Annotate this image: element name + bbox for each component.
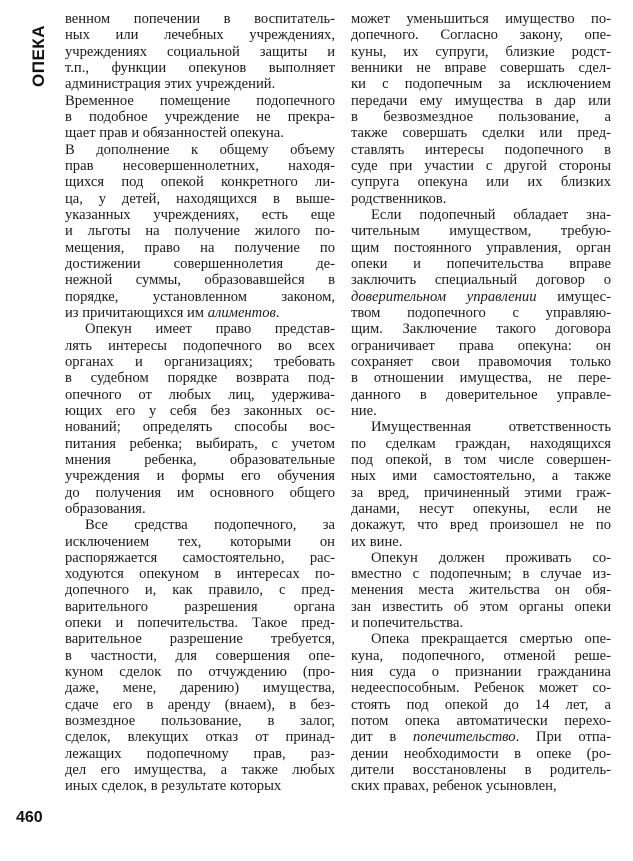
text-line: достижении совершеннолетия де- bbox=[65, 255, 335, 272]
text-line: куном сделок по отчуждению (про- bbox=[65, 664, 335, 681]
text-line: Временное помещение подопечного bbox=[65, 92, 335, 109]
text-line: родственников. bbox=[351, 190, 447, 207]
text-line: сделок, влекущих отказ от принад- bbox=[65, 729, 335, 746]
text-line: до получения им основного общего bbox=[65, 484, 335, 501]
text-line: заключить специальный договор о bbox=[351, 272, 611, 289]
text-line: возмездное пользование, в залог, bbox=[65, 713, 335, 730]
text-line: в безвозмездное пользование, а bbox=[351, 108, 611, 125]
paragraph bbox=[351, 419, 611, 550]
text-line: их вине. bbox=[351, 533, 403, 550]
text-line: может уменьшиться имущество по- bbox=[351, 11, 611, 27]
text-line: куны, их супруги, близкие родст- bbox=[351, 43, 611, 60]
text-line: потом опека автоматически перехо- bbox=[351, 713, 611, 730]
text-line: дении необходимости в опеке (ро- bbox=[351, 745, 611, 762]
text-line: опечного от любых лиц, удержива- bbox=[65, 386, 335, 403]
text-line: щим. Заключение такого договора bbox=[351, 321, 611, 338]
text-line: данами, несут опекуны, если не bbox=[351, 500, 611, 517]
paragraph bbox=[65, 11, 335, 93]
text-line: мещения, право на получение по bbox=[65, 239, 335, 256]
text-line: варительное разрешение требуется, bbox=[65, 631, 335, 648]
text-line: недееспособным. Ребенок может со- bbox=[351, 680, 611, 697]
text-line: дит в попечительство. При отпа- bbox=[351, 729, 611, 746]
text-line: допечного. Согласно закону, опе- bbox=[351, 27, 611, 44]
text-line: доверительном управлении имущес- bbox=[351, 288, 611, 305]
paragraph bbox=[65, 517, 335, 795]
text-line: щим постоянного управления, орган bbox=[351, 239, 611, 256]
text-line: сдаче его в аренду (внаем), в без- bbox=[65, 696, 335, 713]
text-line: ходуются опекуном в интересах по- bbox=[65, 566, 335, 583]
text-line: Все средства подопечного, за bbox=[85, 517, 335, 534]
text-line: опеки и попечительства. Такое пред- bbox=[65, 615, 335, 632]
text-line: Опека прекращается смертью опе- bbox=[371, 631, 611, 648]
text-line: менения места жительства он обя- bbox=[351, 582, 611, 599]
text-line: ограничивает права опекуна: он bbox=[351, 337, 611, 354]
text-line: ки с подопечным за исключением bbox=[351, 76, 611, 93]
text-line: Имущественная ответственность bbox=[371, 419, 611, 436]
left-text-column bbox=[65, 11, 335, 851]
text-line: за вред, причиненный этими граж- bbox=[351, 484, 611, 501]
text-line: дел его имущества, а также любых bbox=[65, 762, 335, 779]
text-line: указанных учреждениях, есть еще bbox=[65, 206, 335, 223]
text-line: по сделкам граждан, находящихся bbox=[351, 435, 611, 452]
text-line: учреждениях социальной защиты и bbox=[65, 43, 335, 60]
text-line: В дополнение к общему объему bbox=[65, 141, 335, 158]
text-line: питания ребенка; выбирать, с учетом bbox=[65, 435, 335, 452]
text-line: в отношении имущества, не пере- bbox=[351, 370, 611, 387]
text-line: варительного разрешения органа bbox=[65, 598, 335, 615]
text-line: иных сделок, в результате которых bbox=[65, 778, 282, 795]
paragraph bbox=[351, 550, 611, 632]
page-number: 460 bbox=[16, 809, 43, 826]
text-line: также совершать сделки или пред- bbox=[351, 125, 611, 142]
text-line: ния суда о признании гражданина bbox=[351, 664, 611, 681]
paragraph bbox=[65, 142, 335, 322]
text-line: щихся под опекой конкретного ли- bbox=[65, 174, 335, 191]
text-line: дители восстановлены в родитель- bbox=[351, 762, 611, 779]
paragraph bbox=[351, 631, 611, 794]
paragraph bbox=[65, 321, 335, 517]
text-line: суде при участии с другой стороны bbox=[351, 157, 611, 174]
text-line: ных ими самостоятельно, а также bbox=[351, 468, 611, 485]
text-line: учреждения и формы его обучения bbox=[65, 468, 335, 485]
text-line: ских правах, ребенок усыновлен, bbox=[351, 778, 557, 795]
text-line: и попечительства. bbox=[351, 615, 464, 632]
text-line: вместно с подопечным; в случае из- bbox=[351, 566, 611, 583]
text-line: в частности, для совершения опе- bbox=[65, 647, 335, 664]
text-line: щает прав и обязанностей опекуна. bbox=[65, 125, 284, 142]
text-line: ца, у детей, находящихся в выше- bbox=[65, 190, 335, 207]
text-line: прав несовершеннолетних, находя- bbox=[65, 157, 335, 174]
text-line: Опекун имеет право представ- bbox=[85, 321, 335, 338]
text-line: даже, мене, дарению) имущества, bbox=[65, 680, 335, 697]
text-line: венном попечении в воспитатель- bbox=[65, 11, 335, 27]
text-line: порядке, установленном законом, bbox=[65, 288, 335, 305]
text-line: сохраняет свои правомочия только bbox=[351, 353, 611, 370]
text-line: нований; определять способы вос- bbox=[65, 419, 335, 436]
text-line: венники не вправе совершать сдел- bbox=[351, 59, 611, 76]
text-line: Опекун должен проживать со- bbox=[371, 549, 611, 566]
text-line: супруга опекуна или их близких bbox=[351, 174, 611, 191]
text-line: в подобное учреждение не прекра- bbox=[65, 108, 335, 125]
text-line: данного в доверительное управле- bbox=[351, 386, 611, 403]
text-line: образования. bbox=[65, 500, 146, 517]
text-line: ных или лечебных учреждениях, bbox=[65, 27, 335, 44]
text-line: допечного и, как правило, с пред- bbox=[65, 582, 335, 599]
text-line: твом подопечного с управляю- bbox=[351, 304, 611, 321]
text-line: докажут, что вред произошел не по bbox=[351, 517, 611, 534]
text-line: ние. bbox=[351, 402, 377, 419]
text-line: лежащих подопечному прав, раз- bbox=[65, 745, 335, 762]
text-line: администрация этих учреждений. bbox=[65, 76, 276, 93]
text-line: из причитающихся им алиментов. bbox=[65, 304, 280, 321]
text-line: ющих его у себя без законных ос- bbox=[65, 402, 335, 419]
text-line: под опекой, в том числе совершен- bbox=[351, 451, 611, 468]
section-title: ОПЕКА bbox=[29, 25, 48, 87]
paragraph bbox=[351, 207, 611, 419]
paragraph bbox=[65, 93, 335, 142]
text-line: распоряжается самостоятельно, рас- bbox=[65, 549, 335, 566]
text-line: передачи ему имущества в дар или bbox=[351, 92, 611, 109]
right-text-column bbox=[351, 11, 611, 851]
text-line: в судебном порядке возврата под- bbox=[65, 370, 335, 387]
text-line: т.п., функции опекунов выполняет bbox=[65, 59, 335, 76]
section-title-tab bbox=[26, 12, 52, 100]
text-line: зан известить об этом органы опеки bbox=[351, 598, 611, 615]
text-line: и льготы на получение жилого по- bbox=[65, 223, 335, 240]
text-line: ставлять интересы подопечного в bbox=[351, 141, 611, 158]
text-line: органах и организациях; требовать bbox=[65, 353, 335, 370]
text-line: мнения ребенка, образовательные bbox=[65, 451, 335, 468]
paragraph bbox=[351, 11, 611, 207]
text-line: опеки и попечительства вправе bbox=[351, 255, 611, 272]
text-line: куна, подопечного, отменой реше- bbox=[351, 647, 611, 664]
text-line: лять интересы подопечного во всех bbox=[65, 337, 335, 354]
text-line: нежной суммы, образовавшейся в bbox=[65, 272, 335, 289]
text-line: Если подопечный обладает зна- bbox=[371, 206, 611, 223]
text-line: исключением тех, которыми он bbox=[65, 533, 335, 550]
text-line: чительным имуществом, требую- bbox=[351, 223, 611, 240]
text-line: стоять под опекой до 14 лет, а bbox=[351, 696, 611, 713]
